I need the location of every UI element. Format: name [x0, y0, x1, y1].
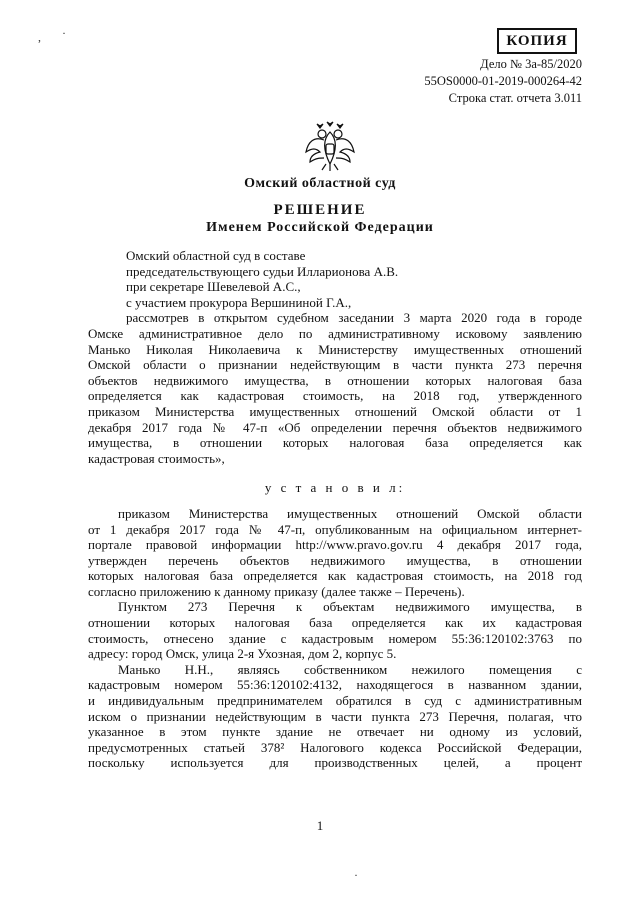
case-uid: 55OS0000-01-2019-000264-42: [424, 74, 582, 88]
scan-speck: ·: [62, 26, 66, 40]
case-number: Дело № 3а-85/2020: [480, 57, 582, 71]
paragraph-line: кадастровым номером 55:36:120102:4132, находящегося в названном здании,: [88, 677, 582, 693]
scan-speck: ,: [38, 30, 41, 44]
paragraph-line: стоимость, отнесено здание с кадастровым номером 55:36:120102:3763 по: [88, 630, 582, 646]
intro-line: имущества, в отношении которых налоговая база определяется как: [88, 435, 582, 451]
paragraph-line: и индивидуальным предпринимателем обратился в суд с административным: [88, 693, 582, 709]
paragraph-line: от 1 декабря 2017 года № 47-п, опубликованным на официальном интернет-: [88, 521, 582, 537]
intro-line: рассмотрев в открытом судебном заседании 3 марта 2020 года в городе: [126, 310, 582, 326]
paragraph: [88, 506, 582, 600]
established-heading: у с т а н о в и л:: [264, 480, 406, 496]
paragraph-line: которых налоговая база определяется как кадастровая стоимость, на 2018 год: [88, 568, 582, 584]
paragraph-line: Пунктом 273 Перечня к объектам недвижимого имущества, в: [118, 599, 582, 615]
intro-line: определяется как кадастровая стоимость, на 2018 год, утвержденного: [88, 388, 582, 404]
intro-line: кадастровая стоимость»,: [88, 450, 225, 466]
case-info: [322, 56, 582, 107]
paragraph-line: утвержден перечень объектов недвижимого имущества, в отношении: [88, 552, 582, 568]
paragraph-line: согласно приложению к данному приказу (далее также – Перечень).: [88, 583, 465, 599]
paragraph-line: поскольку используется для производственных целей, а процент: [88, 755, 582, 771]
scan-speck: ·: [354, 868, 358, 882]
intro-line: председательствующего судьи Илларионова А.В.: [126, 263, 399, 279]
intro-line: Омский областной суд в составе: [126, 248, 306, 263]
paragraph-line: портале правовой информации http://www.pravo.gov.ru 4 декабря 2017 года,: [88, 537, 582, 553]
intro-line: Омске административное дело по административному исковому заявлению: [88, 325, 582, 341]
paragraph-line: приказом Министерства имущественных отношений Омской области: [118, 505, 582, 521]
paragraph-line: Манько Н.Н., являясь собственником нежилого помещения с: [118, 661, 582, 677]
paragraph-line: адресу: город Омск, улица 2-я Ухозная, дом 2, корпус 5.: [88, 646, 397, 662]
paragraph-line: указанное в этом пункте здание не отвечает ни одному из условий,: [88, 724, 582, 740]
document-body: [88, 248, 582, 771]
court-name: Омский областной суд: [244, 176, 396, 191]
intro-line: Манько Николая Николаевича к Министерству имущественных отношений: [88, 341, 582, 357]
intro-line: приказом Министерства имущественных отношений Омской области от 1: [88, 403, 582, 419]
intro-line: при секретаре Шевелевой А.С.,: [126, 279, 301, 295]
paragraph-line: иском о признании недействующим в части пункта 273 Перечня, полагая, что: [88, 708, 582, 724]
copy-stamp: КОПИЯ: [497, 28, 577, 54]
decision-subtitle: Именем Российской Федерации: [206, 220, 434, 235]
report-line: Строка стат. отчета 3.011: [448, 91, 582, 105]
paragraph-line: предусмотренных статьей 378² Налогового кодекса Российской Федерации,: [88, 739, 582, 755]
paragraph: [88, 662, 582, 771]
page-number: 1: [316, 818, 324, 833]
intro-line: с участием прокурора Вершининой Г.А.,: [126, 294, 352, 310]
intro-line: Омской области о признании недействующим в части пункта 273 перечня: [88, 357, 582, 373]
intro-line: объектов недвижимого имущества, в отношении которых налоговая база: [88, 372, 582, 388]
paragraph-line: отношении которых налоговая база определяется как их кадастровая: [88, 615, 582, 631]
coat-of-arms-icon: [302, 118, 358, 174]
decision-title: РЕШЕНИЕ: [273, 202, 367, 218]
intro-line: декабря 2017 года № 47-п «Об определении перечня объектов недвижимого: [88, 419, 582, 435]
paragraph: [88, 599, 582, 661]
